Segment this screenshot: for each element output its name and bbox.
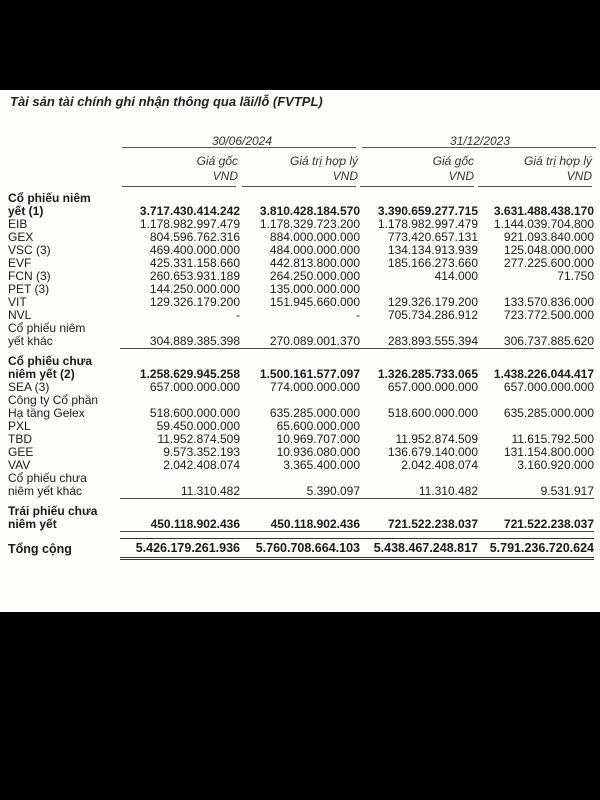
column-header-line1: Giá gốc: [196, 154, 238, 168]
value-cell: 1.258.629.945.258: [139, 367, 240, 381]
value-cell: 3.390.659.277.715: [377, 204, 478, 218]
value-cell: 304.889.385.398: [120, 335, 240, 349]
value-cell: 884.000.000.000: [269, 230, 360, 244]
value-cell: 1.178.982.997.479: [139, 217, 240, 231]
table-row: [8, 518, 594, 532]
value-cell: 11.952.874.509: [157, 432, 240, 446]
row-label: GEX: [8, 230, 34, 244]
value-cell: 3.160.920.000: [517, 458, 594, 472]
row-label: Cổ phiếu niêm: [8, 321, 86, 335]
value-cell: 264.250.000.000: [269, 269, 360, 283]
spacer-row: [8, 532, 594, 539]
period-underline-2024: [122, 147, 356, 148]
value-cell: 5.791.236.720.624: [478, 539, 594, 559]
value-cell: -: [236, 308, 240, 322]
column-header-cost-2023: [358, 154, 474, 184]
value-cell: 10.969.707.000: [276, 432, 360, 446]
row-label: NVL: [8, 308, 32, 322]
value-cell: 657.000.000.000: [503, 380, 594, 394]
value-cell: 131.154.800.000: [503, 445, 594, 459]
row-label: EVF: [8, 256, 32, 270]
header-rule: [478, 186, 592, 187]
row-label: VSC (3): [8, 243, 51, 257]
value-cell: 774.000.000.000: [269, 380, 360, 394]
value-cell: 3.717.430.414.242: [139, 204, 240, 218]
value-cell: 277.225.600.000: [503, 256, 594, 270]
value-cell: 705.734.286.912: [387, 308, 478, 322]
value-cell: 657.000.000.000: [149, 380, 240, 394]
row-label: Tổng cộng: [8, 541, 72, 556]
value-cell: 5.390.097: [240, 485, 360, 499]
period-header-2024: 30/06/2024: [211, 134, 273, 148]
value-cell: 635.285.000.000: [503, 406, 594, 420]
column-header-line1: Giá gốc: [432, 154, 474, 168]
value-cell: 11.310.482: [120, 485, 240, 499]
row-label: PET (3): [8, 282, 50, 296]
total-row: [8, 539, 594, 559]
financial-table: [8, 192, 594, 560]
financial-table-body: [8, 192, 594, 559]
value-cell: 921.093.840.000: [503, 230, 594, 244]
column-header-fair-value-2024: [240, 154, 358, 184]
table-row: [8, 459, 594, 472]
column-header-line1: Giá trị hợp lý: [290, 154, 358, 168]
row-label: TBD: [8, 432, 32, 446]
value-cell: 270.089.001.370: [240, 335, 360, 349]
column-header-line2: VND: [212, 169, 238, 183]
value-cell: 65.600.000.000: [276, 419, 360, 433]
column-header-line2: VND: [332, 169, 358, 183]
row-label: yết (1): [8, 204, 44, 218]
value-cell: 283.893.555.394: [360, 335, 478, 349]
value-cell: 425.331.158.660: [149, 256, 240, 270]
value-cell: 2.042.408.074: [163, 458, 240, 472]
row-label: Hạ tầng Gelex: [8, 406, 85, 420]
row-label: PXL: [8, 419, 31, 433]
value-cell: 3.631.488.438.170: [493, 204, 594, 218]
column-header-line2: VND: [448, 169, 474, 183]
spacer-cell: [8, 532, 594, 539]
label-row: [8, 472, 594, 485]
value-cell: 469.400.000.000: [149, 243, 240, 257]
value-cell: 723.772.500.000: [503, 308, 594, 322]
value-cell: 11.615.792.500: [511, 432, 594, 446]
header-rule: [360, 186, 474, 187]
value-cell: 185.166.273.660: [387, 256, 478, 270]
value-cell: 260.653.931.189: [149, 269, 240, 283]
value-cell: 635.285.000.000: [269, 406, 360, 420]
value-cell: 1.326.285.733.065: [377, 367, 478, 381]
row-label: Công ty Cổ phần: [8, 393, 99, 407]
value-cell: 414.000: [434, 269, 478, 283]
value-cell: -: [356, 308, 360, 322]
column-header-line2: VND: [566, 169, 592, 183]
value-cell: 1.144.039.704.800: [493, 217, 594, 231]
value-cell: 10.936.080.000: [276, 445, 360, 459]
value-cell: 721.522.238.037: [478, 518, 594, 532]
column-header-cost-2024: [120, 154, 238, 184]
value-cell: 5.426.179.261.936: [120, 539, 240, 559]
row-label: GEE: [8, 445, 34, 459]
row-label: VIT: [8, 295, 27, 309]
value-cell: 9.531.917: [478, 485, 594, 499]
value-cell: 133.570.836.000: [503, 295, 594, 309]
row-label: niêm yết: [8, 517, 57, 532]
table-row: [8, 309, 594, 322]
value-cell: 144.250.000.000: [149, 282, 240, 296]
value-cell: 804.596.762.316: [149, 230, 240, 244]
value-cell: 11.310.482: [360, 485, 478, 499]
value-cell: 1.178.982.997.479: [377, 217, 478, 231]
value-cell: 484.000.000.000: [269, 243, 360, 257]
row-label: Cổ phiếu chưa: [8, 471, 87, 485]
document-page: [0, 90, 600, 612]
value-cell: 5.760.708.664.103: [240, 539, 360, 559]
value-cell: 450.118.902.436: [120, 518, 240, 532]
value-cell: 151.945.660.000: [269, 295, 360, 309]
row-label: niêm yết (2): [8, 367, 75, 381]
value-cell: 3.810.428.184.570: [259, 204, 360, 218]
header-rule: [122, 186, 236, 187]
row-label: SEA (3): [8, 380, 50, 394]
row-label: Cổ phiếu niêm: [8, 191, 91, 205]
value-cell: 129.326.179.200: [387, 295, 478, 309]
value-cell: 5.438.467.248.817: [360, 539, 478, 559]
period-underline-2023: [362, 147, 596, 148]
value-cell: 11.952.874.509: [395, 432, 478, 446]
value-cell: 3.365.400.000: [283, 458, 360, 472]
table-row: [8, 335, 594, 349]
table-row: [8, 485, 594, 499]
value-cell: 518.600.000.000: [149, 406, 240, 420]
column-header-fair-value-2023: [476, 154, 592, 184]
value-cell: 59.450.000.000: [156, 419, 240, 433]
row-label: Trái phiếu chưa: [8, 504, 98, 518]
value-cell: 2.042.408.074: [401, 458, 478, 472]
value-cell: 1.178.329.723.200: [259, 217, 360, 231]
value-cell: 773.420.657.131: [387, 230, 478, 244]
value-cell: 1.438.226.044.417: [493, 367, 594, 381]
value-cell: 129.326.179.200: [149, 295, 240, 309]
value-cell: 306.737.885.620: [478, 335, 594, 349]
value-cell: 125.048.000.000: [503, 243, 594, 257]
header-rule: [242, 186, 356, 187]
value-cell: 657.000.000.000: [387, 380, 478, 394]
row-label: FCN (3): [8, 269, 51, 283]
column-header-line1: Giá trị hợp lý: [524, 154, 592, 168]
row-label: Cổ phiếu chưa: [8, 354, 93, 368]
period-header-2023: 31/12/2023: [449, 134, 511, 148]
value-cell: 9.573.352.193: [163, 445, 240, 459]
value-cell: 721.522.238.037: [360, 518, 478, 532]
value-cell: 134.134.913.939: [387, 243, 478, 257]
value-cell: 71.750: [557, 269, 594, 283]
value-cell: 442.813.800.000: [269, 256, 360, 270]
document-title: Tài sản tài chính ghi nhận thông qua lãi/lỗ (FVTPL): [10, 94, 323, 109]
value-cell: 136.679.140.000: [387, 445, 478, 459]
value-cell: 518.600.000.000: [387, 406, 478, 420]
value-cell: 450.118.902.436: [240, 518, 360, 532]
row-label: niêm yết khác: [8, 484, 83, 499]
row-label: EIB: [8, 217, 28, 231]
row-label: VAV: [8, 458, 31, 472]
value-cell: 1.500.161.577.097: [259, 367, 360, 381]
row-label: yết khác: [8, 334, 53, 349]
value-cell: 135.000.000.000: [269, 282, 360, 296]
